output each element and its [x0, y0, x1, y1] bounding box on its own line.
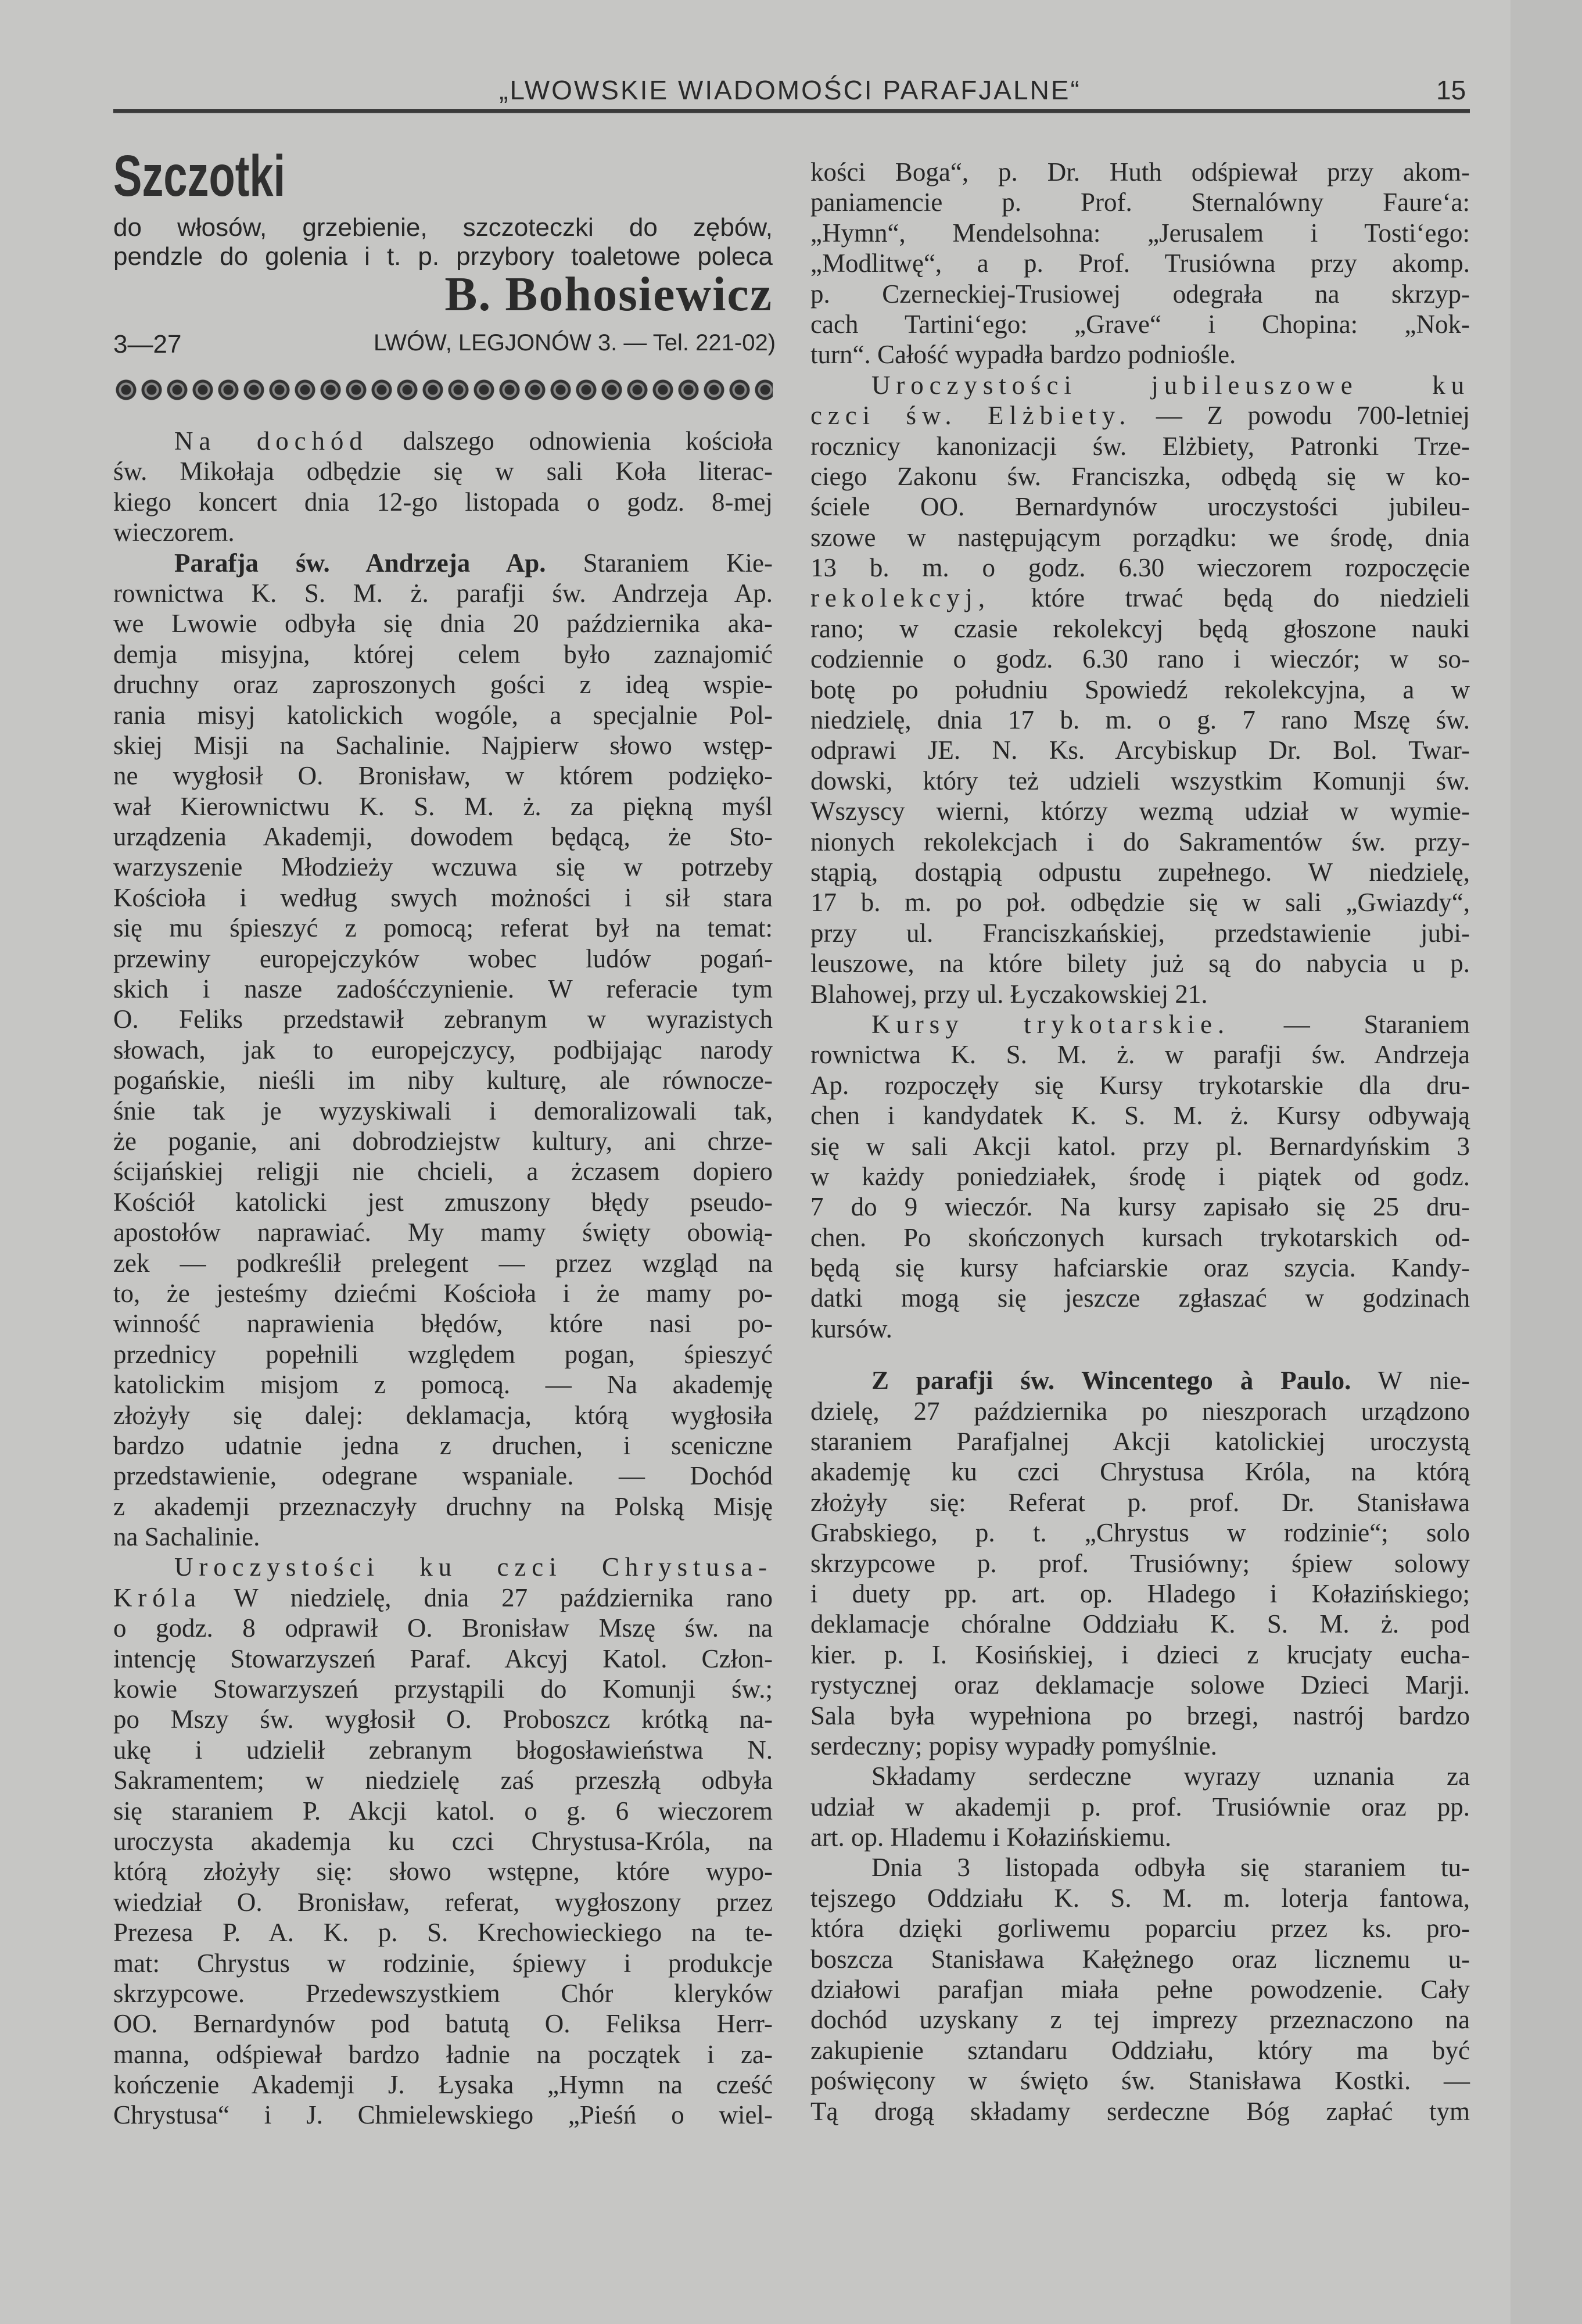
text-line [810, 735, 1470, 765]
left-column [113, 426, 773, 2131]
line-text: rystycznej oraz deklamacje solowe Dzieci Marji. [810, 1670, 1470, 1700]
text-line [113, 1065, 773, 1095]
text-line [113, 1156, 773, 1186]
bold-lead-text: Z parafji św. Wincentego à Paulo. [871, 1366, 1351, 1396]
article-paragraph [810, 370, 1470, 1009]
text-line [810, 1731, 1470, 1761]
line-text: leuszowe, na które bilety już są do nabycia u p. [810, 949, 1470, 978]
text-line [113, 944, 773, 974]
spaced-lead-text: Na dochód [174, 426, 368, 456]
line-text: art. op. Hlademu i Kołazińskiemu. [810, 1823, 1172, 1852]
text-line [113, 761, 773, 791]
text-line [113, 487, 773, 517]
line-text: demja misyjna, której celem było zaznajomić [113, 639, 773, 669]
line-text: działowi parafjan miała pełne powodzenie. Cały [810, 1975, 1470, 2004]
text-line [113, 1765, 773, 1795]
line-text: kiego koncert dnia 12-go listopada o godz. 8-mej [113, 487, 773, 517]
line-text: poświęcony w święto św. Stanisława Kostki. — [810, 2066, 1470, 2096]
line-text: z akademji przeznaczyły druchny na Polską Misję [113, 1491, 773, 1521]
text-line [810, 309, 1470, 339]
line-text: udział w akademji p. prof. Trusiównie oraz pp. [810, 1792, 1470, 1821]
line-text: i duety pp. art. op. Hladego i Kołazińskiego; [810, 1579, 1470, 1608]
text-line [113, 1248, 773, 1278]
line-text: dowski, który też udzieli wszystkim Komunji św. [810, 766, 1470, 795]
text-line [810, 796, 1470, 826]
text-line [810, 218, 1470, 248]
line-text: Grabskiego, p. t. „Chrystus w rodzinie“; solo [810, 1518, 1470, 1548]
line-text: akademję ku czci Chrystusa Króla, na którą [810, 1457, 1470, 1487]
text-line [113, 1552, 773, 1582]
text-line [113, 1187, 773, 1217]
line-text: w każdy poniedziałek, środę i piątek od godz. [810, 1161, 1470, 1191]
line-text: która dzięki gorliwemu poparciu przez ks. pro- [810, 1914, 1470, 1943]
ad-code: 3—27 [113, 330, 182, 358]
ad-text-line: pendzle do golenia i t. p. przybory toaletowe poleca [113, 242, 773, 271]
line-text: które trwać będą do niedzieli [991, 583, 1470, 613]
line-text: odprawi JE. N. Ks. Arcybiskup Dr. Bol. Twar- [810, 736, 1470, 765]
text-line [113, 456, 773, 486]
text-line [113, 1796, 773, 1826]
line-text: datki mogą się jeszcze zgłaszać w godzinach [810, 1283, 1470, 1313]
text-line [810, 1131, 1470, 1161]
text-line [113, 1430, 773, 1461]
ad-title: Szczotki [113, 144, 286, 209]
text-line [810, 827, 1470, 857]
text-line [113, 1704, 773, 1734]
line-text: rania misyj katolickich wogóle, a specjalnie Pol- [113, 700, 773, 730]
text-line [810, 2035, 1470, 2065]
line-text: dochód uzyskany z tej imprezy przeznaczono na [810, 2005, 1470, 2035]
text-line [810, 279, 1470, 309]
text-line [810, 1009, 1470, 1039]
line-text: ścijańskiej religji nie chcieli, a żczasem dopiero [113, 1157, 773, 1186]
ornamental-divider [113, 378, 773, 401]
line-text: OO. Bernardynów pod batutą O. Feliksa Herr- [113, 2009, 773, 2039]
line-text: kowie Stowarzyszeń przystąpili do Komunji św.; [113, 1674, 773, 1704]
advertisement-szczotki [113, 139, 776, 407]
text-line [810, 1701, 1470, 1731]
line-text: Wszyscy wierni, którzy wezmą udział w wymie- [810, 797, 1470, 826]
line-text: wał Kierownictwu K. S. M. ż. za piękną myśl [113, 791, 773, 821]
line-text: — Staraniem [1230, 1009, 1470, 1039]
text-line [810, 431, 1470, 461]
text-line [810, 248, 1470, 278]
line-text: 7 do 9 wieczór. Na kursy zapisało się 25 dru- [810, 1192, 1470, 1222]
text-line [810, 1792, 1470, 1822]
text-line [810, 370, 1470, 400]
text-line [113, 2100, 773, 2130]
text-line [113, 883, 773, 913]
line-text: paniamencie p. Prof. Sternalówny Faure‘a: [810, 188, 1470, 217]
text-line [810, 1283, 1470, 1313]
text-line [810, 1100, 1470, 1131]
article-paragraph [810, 1761, 1470, 1852]
line-text: „Modlitwę“, a p. Prof. Trusiówna przy akomp. [810, 249, 1470, 278]
text-line [113, 1522, 773, 1552]
text-line [810, 766, 1470, 796]
line-text: kończenie Akademji J. Łysaka „Hymn na cześć [113, 2070, 773, 2100]
text-line [810, 1365, 1470, 1396]
line-text: że poganie, ani dobrodziejstw kultury, ani chrze- [113, 1126, 773, 1156]
text-line [810, 948, 1470, 978]
spaced-lead-text: Uroczystości ku czci Chrystusa- [174, 1552, 773, 1582]
line-text: urządzenia Akademji, dowodem będącą, że Sto- [113, 822, 773, 852]
line-text: skrzypcowe. Przedewszystkiem Chór kleryków [113, 1978, 773, 2008]
line-text: turn“. Całość wypadła bardzo podniośle. [810, 340, 1236, 370]
line-text: staraniem Parafjalnej Akcji katolickiej uroczystą [810, 1427, 1470, 1457]
line-text: nionych rekolekcjach i do Sakramentów św. przy- [810, 827, 1470, 856]
text-line [810, 1761, 1470, 1791]
text-line [113, 1278, 773, 1308]
text-line [810, 157, 1470, 187]
text-line [113, 2039, 773, 2070]
line-text: zek — podkreślił prelegent — przez wzgląd na [113, 1248, 773, 1278]
line-text: we Lwowie odbyła się dnia 20 października aka- [113, 609, 773, 639]
text-line [113, 1126, 773, 1156]
text-line [113, 1096, 773, 1126]
header-rule [113, 109, 1470, 113]
line-text: skrzypcowe p. prof. Trusiówny; śpiew solowy [810, 1548, 1470, 1578]
line-text: kursów. [810, 1314, 892, 1343]
line-text: słowach, jak to europejczycy, podbijając narody [113, 1035, 773, 1064]
line-text: mat: Chrystus w rodzinie, śpiewy i produkcje [113, 1948, 773, 1978]
spaced-lead-text: Króla [113, 1583, 202, 1612]
text-line [810, 2065, 1470, 2096]
text-line [113, 1735, 773, 1765]
line-text: intencję Stowarzyszeń Paraf. Akcyj Katol. Człon- [113, 1644, 773, 1673]
line-text: W niedzielę, dnia 27 października rano [201, 1583, 773, 1612]
text-line [810, 1457, 1470, 1487]
line-text: dalszego odnowienia kościoła [368, 426, 773, 456]
text-line [113, 1644, 773, 1674]
article-paragraph [810, 1365, 1470, 1761]
text-line [113, 1217, 773, 1247]
line-text: to, że jesteśmy dziećmi Kościoła i że mamy po- [113, 1278, 773, 1308]
article-paragraph [113, 548, 773, 1552]
line-text: Staraniem Kie- [546, 548, 773, 578]
line-text: manna, odśpiewał bardzo ładnie na początek i za- [113, 2039, 773, 2069]
line-text: uroczysta akademja ku czci Chrystusa-Króla, na [113, 1826, 773, 1856]
line-text: się mu śpieszyć z pomocą; referat był na temat: [113, 913, 773, 943]
text-line [113, 1369, 773, 1400]
line-text: przednicy popełnili względem pogan, śpieszyć [113, 1339, 773, 1369]
page-number: 15 [1436, 75, 1466, 105]
article-paragraph [810, 1852, 1470, 2126]
line-text: przewiny europejczyków wobec ludów pogań- [113, 944, 773, 973]
text-line [810, 1548, 1470, 1579]
line-text: Kościół katolicki jest zmuszony błędy pseudo- [113, 1187, 773, 1217]
spaced-lead-text: czci św. Elżbiety. [810, 401, 1132, 431]
text-line [810, 857, 1470, 887]
text-line [810, 979, 1470, 1009]
line-text: chen i kandydatek K. S. M. ż. Kursy odbywają [810, 1101, 1470, 1131]
text-line [810, 1396, 1470, 1426]
text-line [113, 1948, 773, 1978]
article-paragraph [810, 1009, 1470, 1344]
text-line [113, 1400, 773, 1430]
line-text: kości Boga“, p. Dr. Huth odśpiewał przy akom- [810, 157, 1470, 187]
spaced-lead-text: Uroczystości jubileuszowe ku [871, 370, 1470, 400]
text-line [810, 1192, 1470, 1222]
text-line [113, 517, 773, 547]
line-text: warzyszenie Młodzieży wczuwa się w potrzeby [113, 852, 773, 882]
text-line [810, 2004, 1470, 2035]
line-text: Sakramentem; w niedzielę zaś przeszłą odbyła [113, 1766, 773, 1795]
text-line [810, 1426, 1470, 1457]
line-text: kier. p. I. Kosińskiej, i dzieci z krucjaty eucha- [810, 1640, 1470, 1669]
text-line [810, 705, 1470, 735]
line-text: Sala była wypełniona po brzegi, nastrój bardzo [810, 1701, 1470, 1730]
line-text: wiedział O. Bronisław, referat, wygłoszony przez [113, 1887, 773, 1917]
text-line [810, 1039, 1470, 1070]
text-line [113, 669, 773, 700]
text-line [810, 918, 1470, 948]
line-text: boszcza Stanisława Kałężnego oraz licznemu u- [810, 1944, 1470, 1974]
text-line [810, 492, 1470, 522]
text-line [113, 1491, 773, 1522]
line-text: serdeczny; popisy wypadły pomyślnie. [810, 1731, 1217, 1760]
line-text: chen. Po skończonych kursach trykotarskich od- [810, 1222, 1470, 1252]
line-text: ściele OO. Bernardynów uroczystości jubileu- [810, 492, 1470, 522]
line-text: Składamy serdeczne wyrazy uznania za [871, 1762, 1470, 1791]
text-line [810, 1852, 1470, 1882]
text-line [810, 583, 1470, 613]
line-text: którą złożyły się: słowo wstępne, które wypo- [113, 1857, 773, 1887]
text-line [113, 1674, 773, 1704]
line-text: Blahowej, przy ul. Łyczakowskiej 21. [810, 979, 1208, 1009]
line-text: apostołów naprawiać. My mamy święty obowią- [113, 1218, 773, 1247]
text-line [810, 1822, 1470, 1852]
text-line [810, 1670, 1470, 1700]
line-text: szowe w następującym porządku: we środę, dnia [810, 522, 1470, 552]
line-text: bardzo udatnie jedna z druchen, i sceniczne [113, 1430, 773, 1460]
ad-brand-name: B. Bohosiewicz [444, 267, 773, 321]
text-line [113, 1917, 773, 1948]
line-text: 17 b. m. po poł. odbędzie się w sali „Gwiazdy“, [810, 888, 1470, 917]
line-text: skich i nasze zadośćczynienie. W referacie tym [113, 974, 773, 1004]
text-line [113, 822, 773, 852]
spaced-lead-text: Kursy trykotarskie. [871, 1009, 1231, 1039]
line-text: deklamacje chóralne Oddziału K. S. M. ż. pod [810, 1609, 1470, 1639]
line-text: Ap. rozpoczęły się Kursy trykotarskie dla dru- [810, 1070, 1470, 1100]
text-line [810, 1609, 1470, 1639]
line-text: wieczorem. [113, 518, 235, 547]
text-line [113, 1004, 773, 1034]
text-line [810, 1161, 1470, 1192]
line-text: katolickim misjom z pomocą. — Na akademję [113, 1370, 773, 1400]
text-line [113, 1613, 773, 1643]
article-paragraph [113, 426, 773, 548]
text-line [810, 1222, 1470, 1253]
line-text: przy ul. Franciszkańskiej, przedstawienie jubi- [810, 918, 1470, 948]
text-line [810, 1913, 1470, 1943]
text-line [113, 608, 773, 639]
text-line [113, 791, 773, 822]
text-line [810, 2096, 1470, 2126]
text-line [810, 675, 1470, 705]
text-line [810, 553, 1470, 583]
line-text: codziennie o godz. 6.30 rano i wieczór; w so- [810, 644, 1470, 674]
text-line [113, 639, 773, 669]
line-text: O. Feliks przedstawił zebranym w wyrazistych [113, 1005, 773, 1034]
line-text: Dnia 3 listopada odbyła się staraniem tu- [871, 1853, 1470, 1882]
text-line [113, 852, 773, 882]
line-text: rownictwa K. S. M. ż. parafji św. Andrzeja Ap. [113, 578, 773, 608]
line-text: Chrystusa“ i J. Chmielewskiego „Pieśń o wiel- [113, 2100, 773, 2130]
text-line [113, 2070, 773, 2100]
ad-text-line: do włosów, grzebienie, szczoteczki do zębów, [113, 213, 773, 242]
line-text: „Hymn“, Mendelsohna: „Jerusalem i Tosti‘ego: [810, 218, 1470, 248]
line-text: ne wygłosił O. Bronisław, w którem podzięko- [113, 761, 773, 791]
line-text: Prezesa P. A. K. p. S. Krechowieckiego na te- [113, 1918, 773, 1948]
page-edge [1511, 0, 1582, 2324]
line-text: ukę i udzielił zebranym błogosławieństwa N. [113, 1735, 773, 1764]
article-paragraph [810, 157, 1470, 370]
article-paragraph [113, 1552, 773, 2130]
text-line [113, 1035, 773, 1065]
bold-lead-text: Parafja św. Andrzeja Ap. [174, 548, 546, 578]
line-text: botę po południu Spowiedź rekolekcyjna, a w [810, 675, 1470, 704]
text-line [113, 974, 773, 1004]
text-line [113, 1826, 773, 1856]
line-text: winność naprawienia błędów, które nasi po- [113, 1309, 773, 1339]
ad-address: LWÓW, LEGJONÓW 3. — Tel. 221-02) [374, 330, 776, 356]
running-header-title: „LWOWSKIE WIADOMOŚCI PARAFJALNE“ [499, 75, 1081, 105]
text-line [810, 887, 1470, 917]
line-text: skiej Misji na Sachalinie. Najpierw słowo wstęp- [113, 730, 773, 760]
line-text: W nie- [1351, 1366, 1470, 1396]
text-line [113, 578, 773, 608]
right-column [810, 157, 1470, 2126]
line-text: cach Tartini‘ego: „Grave“ i Chopina: „Nok- [810, 309, 1470, 339]
text-line [113, 700, 773, 730]
text-line [810, 522, 1470, 553]
line-text: po Mszy św. wygłosił O. Proboszcz krótką na- [113, 1705, 773, 1734]
line-text: na Sachalinie. [113, 1522, 260, 1552]
line-text: p. Czerneckiej-Trusiowej odegrała na skrzyp- [810, 279, 1470, 309]
line-text: złożyły się: Referat p. prof. Dr. Stanisława [810, 1487, 1470, 1517]
line-text: dzielę, 27 października po nieszporach urządzono [810, 1396, 1470, 1426]
line-text: Kościoła i według swych możności i sił stara [113, 883, 773, 912]
text-line [113, 1978, 773, 2009]
text-line [810, 461, 1470, 492]
line-text: rownictwa K. S. M. ż. w parafji św. Andrzeja [810, 1040, 1470, 1070]
text-line [113, 1856, 773, 1887]
line-text: się staraniem P. Akcji katol. o g. 6 wieczorem [113, 1796, 773, 1826]
line-text: przedstawienie, odegrane wspaniale. — Dochód [113, 1461, 773, 1491]
text-line [810, 614, 1470, 644]
line-text: tejszego Oddziału K. S. M. m. loterja fantowa, [810, 1883, 1470, 1913]
line-text: będą się kursy hafciarskie oraz szycia. Kandy- [810, 1253, 1470, 1283]
text-line [810, 1487, 1470, 1518]
line-text: niedzielę, dnia 17 b. m. o g. 7 rano Mszę św. [810, 705, 1470, 735]
text-line [810, 1640, 1470, 1670]
text-line [113, 548, 773, 578]
text-line [810, 1314, 1470, 1344]
line-text: druchny oraz zaproszonych gości z ideą wspie- [113, 670, 773, 700]
line-text: zakupienie sztandaru Oddziału, który ma być [810, 2035, 1470, 2065]
text-line [113, 913, 773, 943]
line-text: Tą drogą składamy serdeczne Bóg zapłać tym [810, 2096, 1470, 2126]
text-line [810, 1883, 1470, 1913]
line-text: rocznicy kanonizacji św. Elżbiety, Patronki Trze- [810, 431, 1470, 461]
line-text: złożyły się dalej: deklamacja, którą wygłosiła [113, 1400, 773, 1430]
line-text: św. Mikołaja odbędzie się w sali Koła literac- [113, 457, 773, 486]
text-line [810, 1070, 1470, 1100]
text-line [810, 1974, 1470, 2004]
text-line [810, 1518, 1470, 1548]
line-text: pogańskie, nieśli im niby kulturę, ale równocze- [113, 1066, 773, 1095]
line-text: 13 b. m. o godz. 6.30 wieczorem rozpoczęcie [810, 553, 1470, 583]
text-line [810, 339, 1470, 370]
text-line [810, 400, 1470, 431]
line-text: — Z powodu 700-letniej [1131, 401, 1470, 431]
spaced-lead-text: rekolekcyj, [810, 583, 991, 613]
text-line [810, 1253, 1470, 1283]
text-line [810, 1579, 1470, 1609]
line-text: śnie tak je wyzyskiwali i demoralizowali tak, [113, 1096, 773, 1125]
text-line [113, 1461, 773, 1491]
text-line [113, 1887, 773, 1917]
text-line [810, 644, 1470, 674]
text-line [810, 1944, 1470, 1974]
text-line [113, 426, 773, 456]
line-text: stąpią, dostąpią odpustu zupełnego. W niedzielę, [810, 857, 1470, 887]
text-line [810, 187, 1470, 217]
line-text: się w sali Akcji katol. przy pl. Bernardyńskim 3 [810, 1131, 1470, 1161]
line-text: rano; w czasie rekolekcyj będą głoszone nauki [810, 614, 1470, 643]
text-line [113, 1339, 773, 1369]
text-line [113, 730, 773, 761]
text-line [113, 1583, 773, 1613]
text-line [113, 1308, 773, 1339]
line-text: o godz. 8 odprawił O. Bronisław Mszę św. na [113, 1613, 773, 1643]
line-text: ciego Zakonu św. Franciszka, odbędą się w ko- [810, 461, 1470, 491]
text-line [113, 2009, 773, 2039]
